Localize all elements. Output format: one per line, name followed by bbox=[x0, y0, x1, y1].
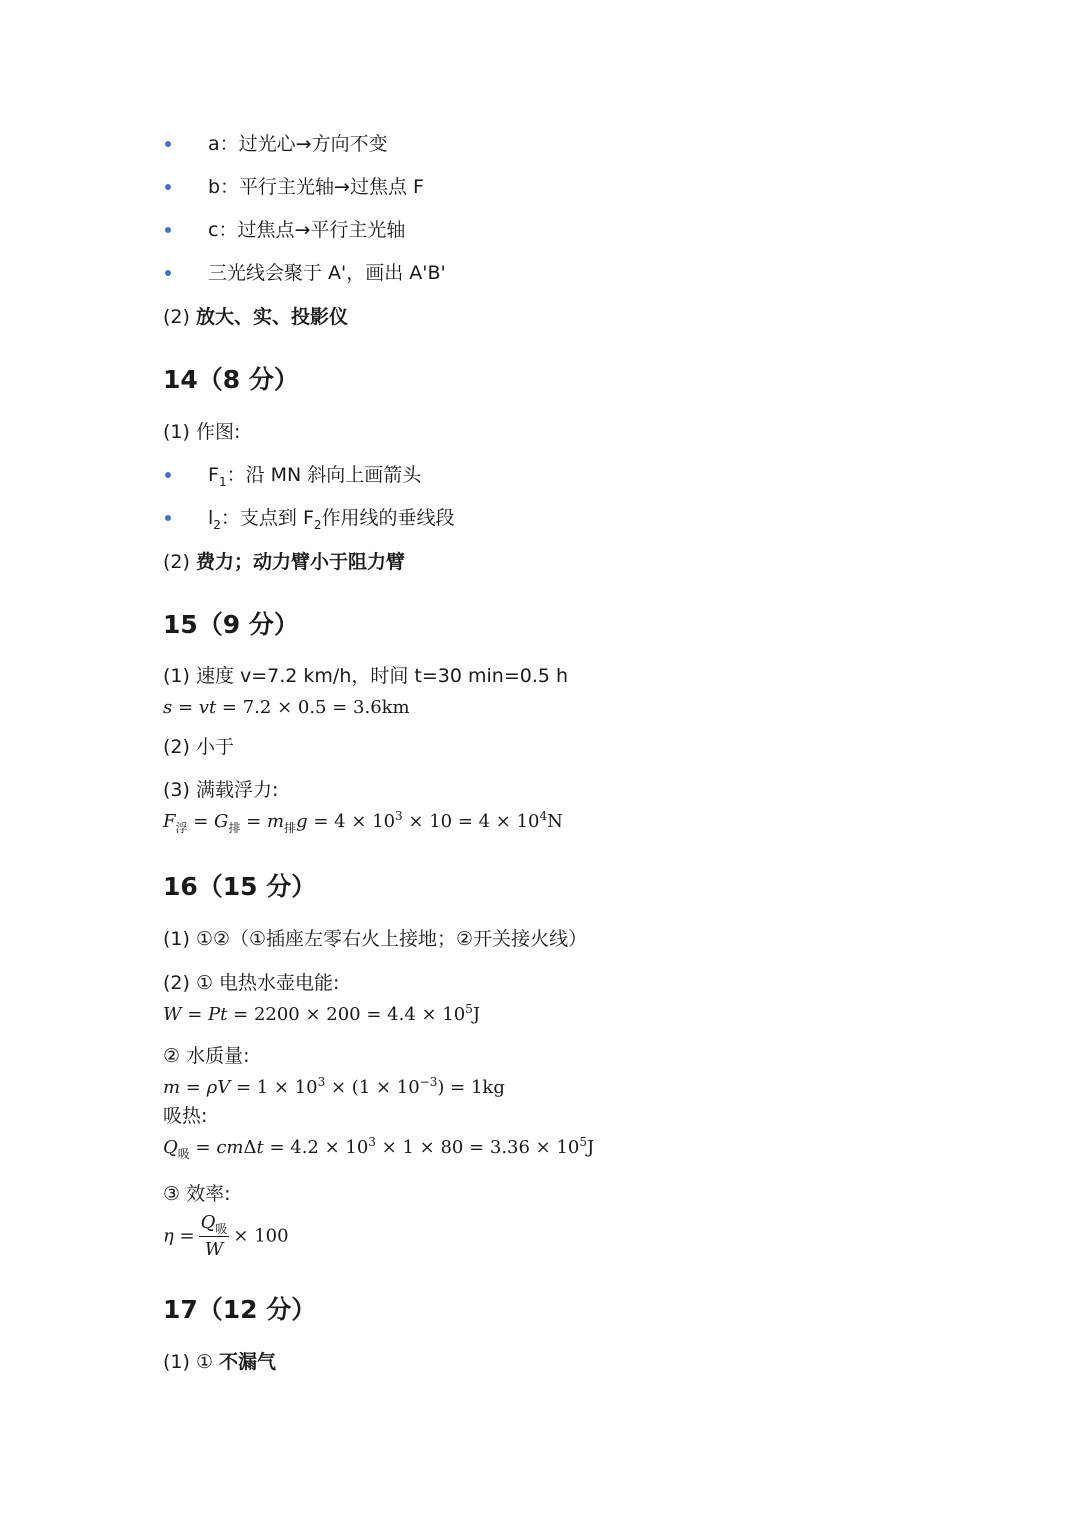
q16-formula-heat: $Q_吸 = cm\Delta t = 4.2 \times 10^3 \times 1 \times 80 = 3.36 \times 10^5J$ bbox=[163, 1135, 595, 1161]
q14-part2 bbox=[163, 550, 405, 574]
subscript: 吸 bbox=[177, 1147, 190, 1161]
bullet-dot bbox=[165, 141, 171, 147]
q15-part2: (2) 小于 bbox=[163, 736, 234, 758]
subscript: 排 bbox=[284, 821, 297, 835]
bullet-text-d: 三光线会聚于 A'，画出 A'B' bbox=[208, 262, 446, 284]
bullet-dot bbox=[165, 270, 171, 276]
q14-bullet-l2 bbox=[208, 506, 455, 530]
formula-text: = 4 × 10 bbox=[313, 811, 396, 832]
answer-text: 放大、实、投影仪 bbox=[195, 306, 348, 328]
part-label: (2) bbox=[163, 551, 190, 573]
superscript: −3 bbox=[419, 1075, 438, 1089]
q15-part1: (1) 速度 v=7.2 km/h，时间 t=30 min=0.5 h bbox=[163, 665, 569, 687]
bullet-text: ：支点到 F bbox=[220, 507, 314, 529]
answer-text: 不漏气 bbox=[219, 1351, 277, 1373]
q16-formula-energy: $W = Pt = 2200 \times 200 = 4.4 \times 10^5J$ bbox=[163, 1002, 481, 1025]
question-heading-14: 14（8 分） bbox=[163, 365, 299, 394]
answer-text: 费力；动力臂小于阻力臂 bbox=[195, 551, 405, 573]
q14-part1: (1) 作图: bbox=[163, 421, 241, 443]
q16-part1: (1) ①②（①插座左零右火上接地；②开关接火线） bbox=[163, 928, 588, 950]
force-symbol: F bbox=[208, 464, 219, 486]
part-label: (1) ① bbox=[163, 1351, 213, 1373]
q16-absorb-label: 吸热: bbox=[163, 1105, 208, 1127]
q17-part1 bbox=[163, 1350, 276, 1374]
q15-formula-distance: s = vt = 7.2 × 0.5 = 3.6km bbox=[163, 697, 410, 718]
formula-text: = 7.2 × 0.5 = 3.6km bbox=[221, 697, 410, 718]
formula-text: ) = 1kg bbox=[437, 1077, 505, 1098]
formula-text: × 100 bbox=[233, 1225, 289, 1247]
formula-text: × (1 × 10 bbox=[325, 1077, 420, 1098]
subscript: 吸 bbox=[215, 1222, 228, 1236]
formula-text: = 4.2 × 10 bbox=[269, 1137, 369, 1158]
superscript: 3 bbox=[395, 809, 403, 823]
q13-part2 bbox=[163, 305, 348, 329]
question-heading-16: 16（15 分） bbox=[163, 872, 317, 901]
q16-part2: (2) ① 电热水壶电能: bbox=[163, 972, 340, 994]
q15-part3: (3) 满载浮力: bbox=[163, 779, 279, 801]
superscript: 5 bbox=[465, 1002, 473, 1016]
bullet-text: 作用线的垂线段 bbox=[321, 507, 455, 529]
unit: N bbox=[547, 811, 563, 832]
bullet-text-b: b：平行主光轴→过焦点 F bbox=[208, 176, 424, 198]
bullet-dot bbox=[165, 184, 171, 190]
question-heading-17: 17（12 分） bbox=[163, 1295, 317, 1324]
part-label: (2) bbox=[163, 306, 190, 328]
q14-bullet-f1 bbox=[208, 463, 421, 487]
subscript: 2 bbox=[313, 518, 322, 532]
q16-formula-efficiency: η = $\frac{Q_吸}{W}$ × 100 bbox=[163, 1212, 289, 1260]
formula-text: = 1 × 10 bbox=[235, 1077, 318, 1098]
subscript: 浮 bbox=[175, 821, 188, 835]
subscript: 排 bbox=[228, 821, 241, 835]
q16-water-mass-label: ② 水质量: bbox=[163, 1045, 250, 1067]
unit: J bbox=[587, 1137, 595, 1158]
q15-formula-buoyancy: $F_浮 = G_排 = m_排g = 4 \times 10^3 \times 10 = 4 \times 10^4N$ bbox=[163, 809, 563, 835]
superscript: 3 bbox=[317, 1075, 326, 1089]
subscript: 1 bbox=[218, 475, 227, 489]
formula-text: × 10 = 4 × 10 bbox=[402, 811, 540, 832]
bullet-text: ：沿 MN 斜向上画箭头 bbox=[226, 464, 422, 486]
subscript: 2 bbox=[213, 518, 221, 532]
formula-text: × 1 × 80 = 3.36 × 10 bbox=[375, 1137, 580, 1158]
q16-efficiency-label: ③ 效率: bbox=[163, 1183, 231, 1205]
q16-formula-mass: $m = \rho V = 1 \times 10^3 \times (1 \times 10^{-3}) = 1kg$ bbox=[163, 1075, 505, 1098]
superscript: 3 bbox=[368, 1135, 376, 1149]
bullet-text-a: a：过光心→方向不变 bbox=[208, 133, 388, 155]
fraction: $\frac{Q_吸}{W}$ bbox=[200, 1212, 228, 1260]
bullet-dot bbox=[165, 515, 171, 521]
bullet-text-c: c：过焦点→平行主光轴 bbox=[208, 219, 406, 241]
question-heading-15: 15（9 分） bbox=[163, 610, 299, 639]
arm-symbol: l bbox=[208, 507, 214, 529]
formula-text: = 2200 × 200 = 4.4 × 10 bbox=[233, 1004, 466, 1025]
bullet-dot bbox=[165, 227, 171, 233]
superscript: 4 bbox=[539, 809, 548, 823]
superscript: 5 bbox=[579, 1135, 588, 1149]
bullet-dot bbox=[165, 472, 171, 478]
unit: J bbox=[472, 1004, 481, 1025]
